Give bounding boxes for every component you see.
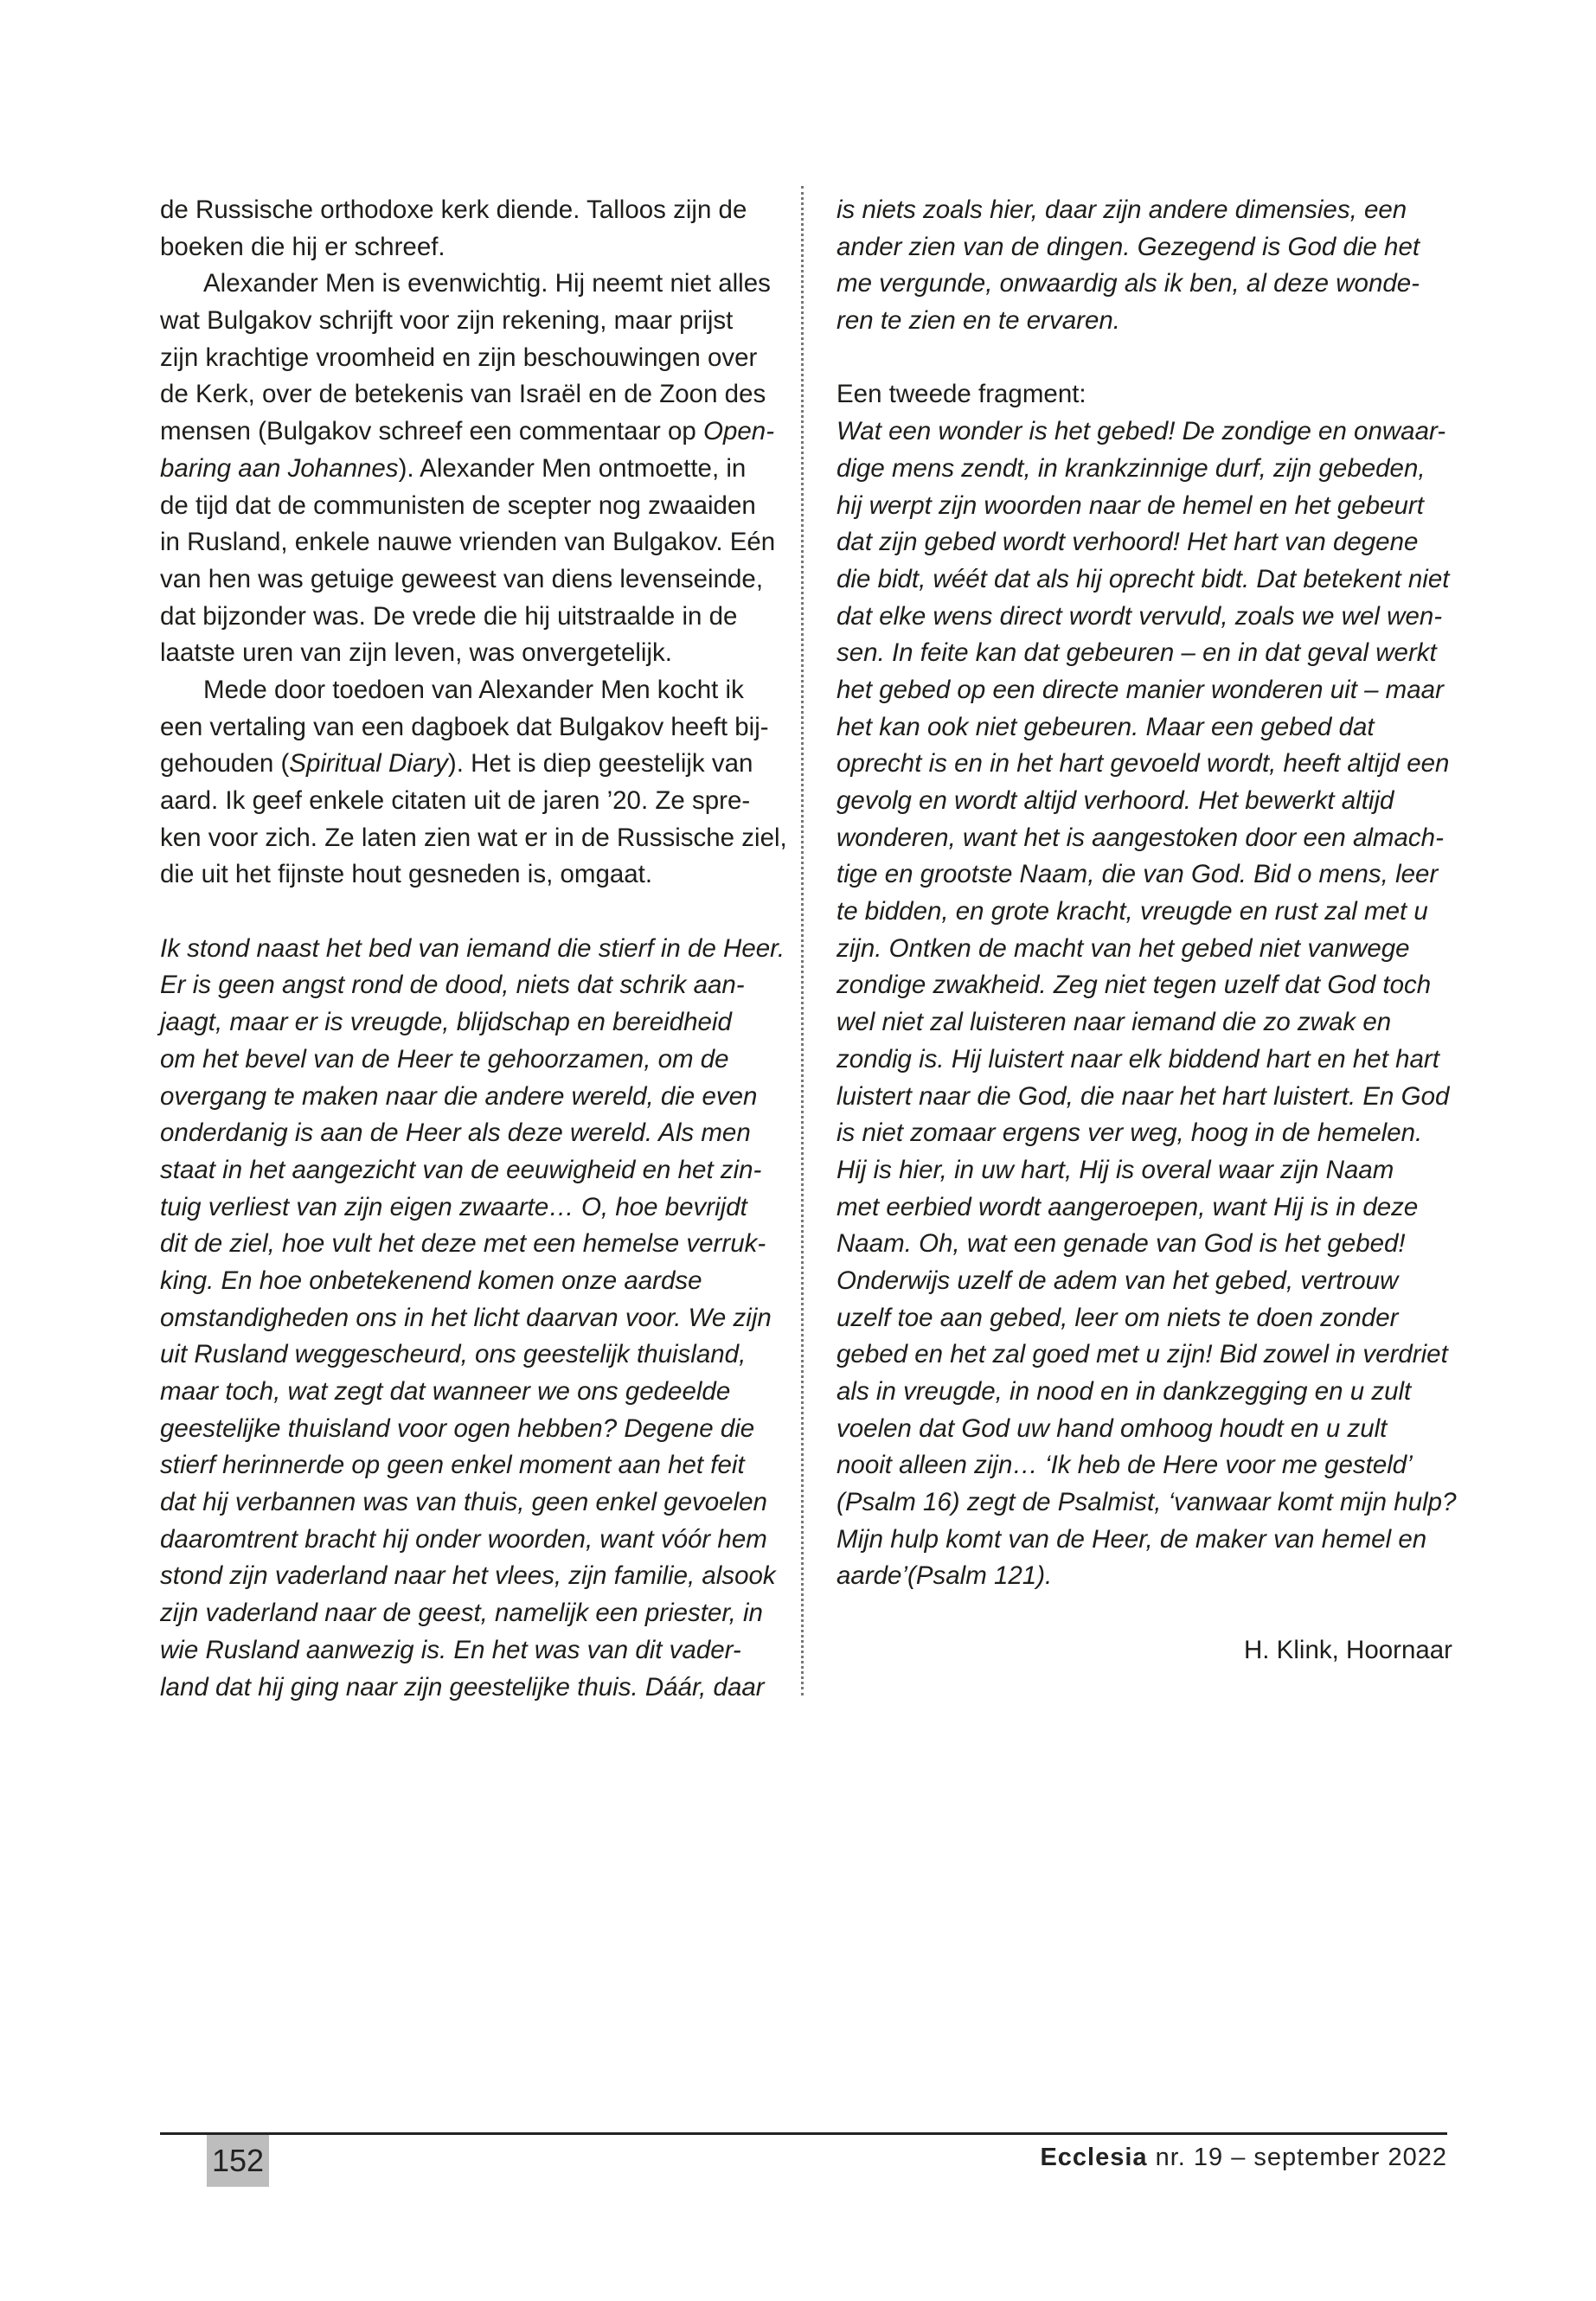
italic-text: het gebed op een directe manier wonderen uit – maar [836,675,1444,704]
left-column [160,192,787,1706]
text-line [160,1189,776,1227]
text-line [836,1484,1457,1522]
italic-text: wie Rusland aanwezig is. En het was van dit vader- [160,1635,741,1664]
italic-text: me vergunde, onwaardig als ik ben, al deze wonde- [836,269,1420,298]
body-text: de tijd dat de communisten de scepter nog zwaaiden [160,490,756,520]
text-line [836,599,1452,636]
italic-text: zondig is. Hij luistert naar elk biddend hart en het hart [836,1044,1439,1074]
text-line [836,856,1452,894]
right-column [836,192,1457,1670]
italic-text: jaagt, maar er is vreugde, blijdschap en bereidheid [160,1008,732,1037]
text-line [836,746,1452,783]
body-text: laatste uren van zijn leven, was onvergetelijk. [160,638,672,668]
body-text: ken voor zich. Ze laten zien wat er in de Russische ziel, [160,823,787,852]
text-line [160,1226,776,1263]
footer-publication [1040,2144,1447,2172]
italic-text: ander zien van de dingen. Gezegend is God die het [836,232,1420,261]
text-line [160,599,776,636]
italic-text: zondige zwakheid. Zeg niet tegen uzelf dat God toch [836,971,1432,1000]
italic-text: luistert naar die God, die naar het hart luistert. En God [836,1081,1450,1111]
italic-text: hij werpt zijn woorden naar de hemel en het gebeurt [836,490,1424,520]
body-text: boeken die hij er schreef. [160,232,445,261]
italic-text: om het bevel van de Heer te gehoorzamen, om de [160,1044,729,1074]
italic-text: nooit alleen zijn… ‘Ik heb de Here voor me gesteld’ [836,1451,1413,1480]
blank-line [836,340,1452,377]
body-text: een vertaling van een dagboek dat Bulgakov heeft bij- [160,712,769,741]
body-text: Een tweede fragment: [836,380,1086,409]
text-line [836,894,1452,931]
text-line [836,561,1452,599]
italic-text: wonderen, want het is aangestoken door een almach- [836,823,1444,852]
body-text: wat Bulgakov schrijft voor zijn rekening, maar prijst [160,306,734,336]
text-line [836,967,1452,1004]
italic-text: land dat hij ging naar zijn geestelijke thuis. Dáár, daar [160,1672,765,1702]
text-line [836,709,1452,747]
body-text: die uit het fijnste hout gesneden is, omgaat. [160,860,653,889]
text-line [836,266,1452,303]
italic-text: is niets zoals hier, daar zijn andere dimensies, een [836,195,1407,224]
italic-text: Wat een wonder is het gebed! De zondige en onwaar- [836,417,1446,446]
italic-text: Mijn hulp komt van de Heer, de maker van hemel en [836,1524,1427,1554]
italic-text: zijn vaderland naar de geest, namelijk een priester, in [160,1599,763,1628]
text-line [160,376,776,413]
italic-text: Hij is hier, in uw hart, Hij is overal waar zijn Naam [836,1155,1394,1184]
text-line [836,931,1452,968]
text-line [836,1300,1452,1337]
text-line [836,303,1452,340]
italic-text: overgang te maken naar die andere wereld, die even [160,1081,758,1111]
text-line [160,413,776,451]
text-line [160,672,776,709]
text-line [836,1189,1452,1227]
text-line [836,635,1452,672]
italic-text: (Psalm 16) zegt de Psalmist, ‘vanwaar komt mijn hulp? [836,1488,1457,1517]
magazine-name: Ecclesia [1040,2144,1148,2171]
text-line [160,635,776,672]
italic-text: voelen dat God uw hand omhoog houdt en u zult [836,1413,1388,1443]
italic-text: gebed en het zal goed met u zijn! Bid zowel in verdriet [836,1340,1448,1369]
italic-text: Open- [703,417,775,446]
italic-text: het kan ook niet gebeuren. Maar een gebed dat [836,712,1375,741]
text-line [160,1115,776,1152]
page-number: 152 [207,2135,269,2187]
text-line [160,303,776,340]
body-text: de Russische orthodoxe kerk diende. Talloos zijn de [160,195,747,224]
italic-text: Naam. Oh, wat een genade van God is het gebed! [836,1229,1406,1259]
text-line [836,192,1452,229]
italic-text: staat in het aangezicht van de eeuwigheid en het zin- [160,1155,762,1184]
italic-text: dit de ziel, hoe vult het deze met een hemelse verruk- [160,1229,766,1259]
italic-text: aarde’(Psalm 121). [836,1561,1053,1591]
italic-text: die bidt, wéét dat als hij oprecht bidt. Dat betekent niet [836,564,1450,593]
body-text: van hen was getuige geweest van diens levenseinde, [160,564,764,593]
italic-text: daaromtrent bracht hij onder woorden, want vóór hem [160,1524,767,1554]
italic-text: onderdanig is aan de Heer als deze wereld. Als men [160,1118,751,1148]
text-line [160,1079,776,1116]
text-line [160,1595,776,1632]
text-line [160,340,776,377]
italic-text: dige mens zendt, in krankzinnige durf, zijn gebeden, [836,453,1426,483]
body-text: dat bijzonder was. De vrede die hij uitstraalde in de [160,601,738,631]
body-text: ). Alexander Men ontmoette, in [398,453,747,483]
text-line [836,1079,1452,1116]
body-text: gehouden ( [160,749,290,779]
text-line [160,1004,776,1042]
italic-text: Er is geen angst rond de dood, niets dat schrik aan- [160,971,745,1000]
italic-text: oprecht is en in het hart gevoeld wordt, heeft altijd een [836,749,1450,779]
body-text: zijn krachtige vroomheid en zijn beschouwingen over [160,343,758,372]
text-line [836,1447,1452,1484]
italic-text: uzelf toe aan gebed, leer om niets te doen zonder [836,1303,1399,1332]
italic-text: dat hij verbannen was van thuis, geen enkel gevoelen [160,1488,767,1517]
text-line [836,451,1452,488]
italic-text: is niet zomaar ergens ver weg, hoog in de hemelen. [836,1118,1423,1148]
text-line [160,709,776,747]
italic-text: baring aan Johannes [160,453,399,483]
text-line [160,1411,776,1448]
text-line [160,1447,776,1484]
body-text: in Rusland, enkele nauwe vrienden van Bulgakov. Eén [160,528,776,557]
italic-text: zijn. Ontken de macht van het gebed niet vanwege [836,933,1410,963]
text-line [160,1484,776,1522]
italic-text: met eerbied wordt aangeroepen, want Hij is in deze [836,1192,1419,1221]
blank-line [836,1595,1452,1632]
issue-info: nr. 19 – september 2022 [1155,2144,1447,2171]
text-line [836,1336,1452,1374]
text-line [836,488,1452,525]
text-line [836,672,1452,709]
italic-text: uit Rusland weggescheurd, ons geestelijk thuisland, [160,1340,747,1369]
blank-line [160,894,776,931]
text-line [160,1374,776,1411]
body-text: aard. Ik geef enkele citaten uit de jaren ’20. Ze spre- [160,786,751,815]
text-line [160,561,776,599]
text-line [160,746,776,783]
text-line [836,229,1452,266]
text-line [160,967,776,1004]
italic-text: stierf herinnerde op geen enkel moment aan het feit [160,1451,745,1480]
text-line [160,524,776,561]
italic-text: wel niet zal luisteren naar iemand die zo zwak en [836,1008,1392,1037]
text-line [836,376,1452,413]
italic-text: ren te zien en te ervaren. [836,306,1120,336]
text-line [160,1263,776,1300]
text-line [836,413,1452,451]
italic-text: als in vreugde, in nood en in dankzegging en u zult [836,1377,1412,1406]
author-signature: H. Klink, Hoornaar [1243,1635,1452,1664]
text-line [160,192,776,229]
italic-text: dat zijn gebed wordt verhoord! Het hart van degene [836,528,1419,557]
body-text: Mede door toedoen van Alexander Men kocht ik [203,675,744,704]
italic-text: Ik stond naast het bed van iemand die stierf in de Heer. [160,933,785,963]
text-line [836,1558,1452,1595]
text-line [836,1004,1452,1042]
italic-text: te bidden, en grote kracht, vreugde en rust zal met u [836,897,1428,926]
text-line [160,1558,776,1595]
column-divider [801,186,804,1695]
text-line [836,1522,1452,1559]
text-line [836,524,1452,561]
text-line [160,229,776,266]
text-line [836,1411,1452,1448]
text-line [160,931,785,968]
text-line [160,1300,776,1337]
italic-text: king. En hoe onbetekenend komen onze aardse [160,1266,702,1295]
text-line [836,820,1452,857]
text-line [836,1226,1452,1263]
text-line [160,1632,776,1670]
text-line [160,1670,776,1707]
italic-text: tuig verliest van zijn eigen zwaarte… O, hoe bevrijdt [160,1192,747,1221]
text-line [160,783,776,820]
italic-text: Spiritual Diary [289,749,448,779]
body-text: ). Het is diep geestelijk van [447,749,753,779]
italic-text: dat elke wens direct wordt vervuld, zoals we wel wen- [836,601,1443,631]
italic-text: gevolg en wordt altijd verhoord. Het bewerkt altijd [836,786,1394,815]
italic-text: omstandigheden ons in het licht daarvan voor. We zijn [160,1303,772,1332]
text-line [160,1336,776,1374]
body-text: Alexander Men is evenwichtig. Hij neemt niet alles [203,269,771,298]
italic-text: maar toch, wat zegt dat wanneer we ons gedeelde [160,1377,731,1406]
text-line [160,1152,776,1189]
text-line [836,1152,1452,1189]
text-line [160,488,776,525]
italic-text: Onderwijs uzelf de adem van het gebed, vertrouw [836,1266,1399,1295]
text-line [160,1042,776,1079]
text-line [160,1522,776,1559]
italic-text: stond zijn vaderland naar het vlees, zijn familie, alsook [160,1561,776,1591]
body-text: de Kerk, over de betekenis van Israël en de Zoon des [160,380,766,409]
italic-text: geestelijke thuisland voor ogen hebben? Degene die [160,1413,755,1443]
text-line [160,451,776,488]
footer-rule [160,2132,1447,2135]
body-text: mensen (Bulgakov schreef een commentaar op [160,417,704,446]
text-line [836,1042,1452,1079]
text-line [836,1374,1452,1411]
text-line [836,783,1452,820]
text-line [836,1263,1452,1300]
italic-text: tige en grootste Naam, die van God. Bid o mens, leer [836,860,1439,889]
text-line [160,820,787,857]
text-line [836,1115,1452,1152]
text-line [160,856,776,894]
text-line [160,266,776,303]
italic-text: sen. In feite kan dat gebeuren – en in dat geval werkt [836,638,1437,668]
